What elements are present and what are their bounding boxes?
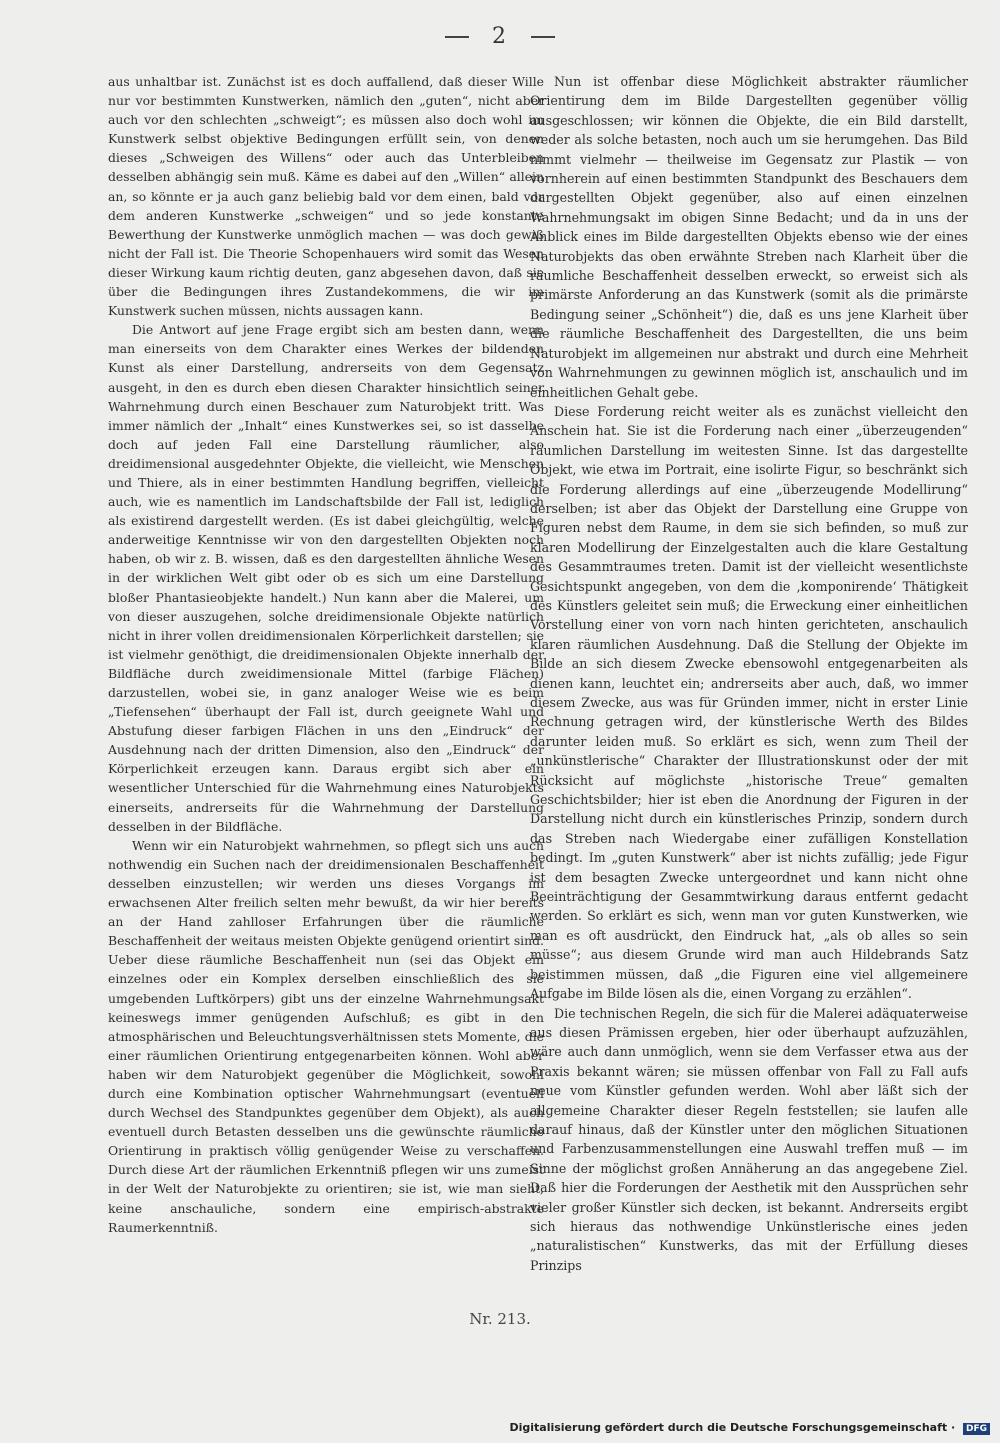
- right-paragraph-2: Diese Forderung reicht weiter als es zunächst vielleicht den Anschein hat. Sie ist die Forderung nach einer „überzeugenden“ räumlichen Darstellung im weitesten Sinne. Ist das dargestellte Objekt, wie etwa im Portrait, eine isolirte Figur, so beschränkt sich die Forderung allerdings auf eine „überzeugende Modellirung“ derselben; ist aber das Objekt der Darstellung eine Gruppe von Figuren nebst dem Raume, in dem sie sich befinden, so muß zur klaren Modellirung der Einzelgestalten auch die klare Gestaltung des Gesammtraumes treten. Damit ist der vielleicht wesentlichste Gesichtspunkt angegeben, von dem die ‚komponirende‘ Thätigkeit des Künstlers geleitet sein muß; die Erweckung einer einheitlichen Vorstellung einer von vorn nach hinten gerichteten, anschaulich klaren räumlichen Ausdehnung. Daß die Stellung der Objekte im Bilde an sich diesem Zwecke ebensowohl entgegenarbeiten als dienen kann, leuchtet ein; andrerseits aber auch, daß, wo immer diesem Zwecke, aus was für Gründen immer, nicht in erster Linie Rechnung getragen wird, der künstlerische Werth des Bildes darunter leiden muß. So erklärt es sich, wenn zum Theil der „unkünstlerische“ Charakter der Illustrationskunst oder der mit Rücksicht auf möglichste „historische Treue“ gemalten Geschichtsbilder; hier ist eben die Anordnung der Figuren in der Darstellung nicht durch ein künstlerisches Prinzip, sondern durch das Streben nach Wiedergabe einer zufälligen Konstellation bedingt. Im „guten Kunstwerk“ aber ist nichts zufällig; jede Figur ist dem besagten Zwecke untergeordnet und kann nicht ohne Beeinträchtigung der Gesammtwirkung daraus entfernt gedacht werden. So erklärt es sich, wenn man vor guten Kunstwerken, wie man es oft ausdrückt, den Eindruck hat, „als ob alles so sein müsse“; aus diesem Grunde wird man auch Hildebrands Satz beistimmen müssen, daß „die Figuren eine viel allgemeinere Aufgabe im Bilde lösen als die, einen Vorgang zu erzählen“.: [530, 403, 968, 1002]
- dfg-logo: DFG: [963, 1423, 990, 1435]
- right-column: [530, 72, 968, 1275]
- credit-text: Digitalisierung gefördert durch die Deutsche Forschungsgemeinschaft ·: [509, 1421, 956, 1434]
- header-dash-left: [445, 36, 469, 38]
- left-paragraph-1: aus unhaltbar ist. Zunächst ist es doch auffallend, daß dieser Wille nur vor bestimmten Kunstwerken, nämlich den „guten“, nicht aber auch vor den schlechten „schweigt“; es müssen also doch wohl im Kunstwerk selbst objektive Bedingungen erfüllt sein, von denen dieses „Schweigen des Willens“ oder auch das Unterbleiben desselben abhängig sein muß. Käme es dabei auf den „Willen“ allein an, so könnte er ja auch ganz beliebig bald vor dem einen, bald vor dem anderen Kunstwerke „schweigen“ und so jede konstante Bewerthung der Kunstwerke unmöglich machen — was doch gewiß nicht der Fall ist. Die Theorie Schopenhauers wird somit das Wesen dieser Wirkung kaum richtig deuten, ganz abgesehen davon, daß sie über die Bedingungen ihres Zustandekommens, die wir im Kunstwerk suchen müssen, nichts aussagen kann.: [108, 74, 544, 319]
- left-column: [108, 72, 544, 1237]
- header-dash-right: [531, 36, 555, 38]
- page-number: 2: [492, 24, 508, 49]
- left-paragraph-2: Die Antwort auf jene Frage ergibt sich am besten dann, wenn man einerseits von dem Charakter eines Werkes der bildenden Kunst als einer Darstellung, andrerseits von dem Gegensatz ausgeht, in den es durch eben diesen Charakter hinsichtlich seiner Wahrnehmung durch einen Beschauer zum Naturobjekt tritt. Was immer nämlich der „Inhalt“ eines Kunstwerkes sei, so ist dasselbe doch auf jeden Fall eine Darstellung räumlicher, also dreidimensional ausgedehnter Objekte, die vielleicht, wie Menschen und Thiere, als in einer bestimmten Handlung begriffen, vielleicht auch, wie es namentlich im Landschaftsbilde der Fall ist, lediglich als existirend dargestellt werden. (Es ist dabei gleichgültig, welche anderweitige Kenntnisse wir von den dargestellten Objekten noch haben, ob wir z. B. wissen, daß es den dargestellten ähnliche Wesen in der wirklichen Welt gibt oder ob es sich um eine Darstellung bloßer Phantasieobjekte handelt.) Nun kann aber die Malerei, um von dieser auszugehen, solche dreidimensionale Objekte natürlich nicht in ihrer vollen dreidimensionalen Körperlichkeit darstellen; sie ist vielmehr genöthigt, die dreidimensionalen Objekte innerhalb der Bildfläche durch zweidimensionale Mittel (farbige Flächen) darzustellen, wobei sie, in ganz analoger Weise wie es beim „Tiefensehen“ überhaupt der Fall ist, durch geeignete Wahl und Abstufung dieser farbigen Flächen in uns den „Eindruck“ der Ausdehnung nach der dritten Dimension, also den „Eindruck“ der Körperlichkeit erzeugen kann. Daraus ergibt sich aber ein wesentlicher Unterschied für die Wahrnehmung eines Naturobjekts einerseits, andrerseits für die Wahrnehmung der Darstellung desselben in der Bildfläche.: [108, 322, 544, 834]
- right-paragraph-3: Die technischen Regeln, die sich für die Malerei adäquaterweise aus diesen Prämissen ergeben, hier oder überhaupt aufzuzählen, wäre auch dann unmöglich, wenn sie dem Verfasser etwa aus der Praxis bekannt wären; sie müssen offenbar von Fall zu Fall aufs neue vom Künstler gefunden werden. Wohl aber läßt sich der allgemeine Charakter dieser Regeln feststellen; sie laufen alle darauf hinaus, daß der Künstler unter den möglichen Situationen und Farbenzusammenstellungen eine Auswahl treffen muß — im Sinne der möglichst großen Annäherung an das angegebene Ziel. Daß hier die Forderungen der Aesthetik mit den Aussprüchen sehr vieler großer Künstler sich decken, ist bekannt. Andrerseits ergibt sich hieraus das nothwendige Unkünstlerische eines jeden „naturalistischen“ Kunstwerks, das mit der Erfüllung dieses Prinzips: [530, 1005, 968, 1273]
- digitization-credit: [509, 1421, 990, 1435]
- left-paragraph-3: Wenn wir ein Naturobjekt wahrnehmen, so pflegt sich uns auch nothwendig ein Suchen nach der dreidimensionalen Beschaffenheit desselben einzustellen; wir werden uns dieses Vorgangs im erwachsenen Alter freilich selten mehr bewußt, da wir hier bereits an der Hand zahlloser Erfahrungen über die räumliche Beschaffenheit der weitaus meisten Objekte genügend orientirt sind. Ueber diese räumliche Beschaffenheit nun (sei das Objekt ein einzelnes oder ein Komplex derselben einschließlich des sie umgebenden Luftkörpers) gibt uns der einzelne Wahrnehmungsakt keineswegs immer genügenden Aufschluß; es gibt in den atmosphärischen und Beleuchtungsverhältnissen stets Momente, die einer räumlichen Orientirung entgegenarbeiten können. Wohl aber haben wir dem Naturobjekt gegenüber die Möglichkeit, sowohl durch eine Kombination optischer Wahrnehmungsart (eventuell durch Wechsel des Standpunktes gegenüber dem Objekt), als auch eventuell durch Betasten desselben uns die gewünschte räumliche Orientirung in praktisch völlig genügender Weise zu verschaffen. Durch diese Art der räumlichen Erkenntniß pflegen wir uns zumeist in der Welt der Naturobjekte zu orientiren; sie ist, wie man sieht, keine anschauliche, sondern eine empirisch-abstrakte Raumerkenntniß.: [108, 837, 544, 1235]
- issue-number: Nr. 213.: [469, 1310, 531, 1328]
- right-paragraph-1: Nun ist offenbar diese Möglichkeit abstrakter räumlicher Orientirung dem im Bilde Dargestellten gegenüber völlig ausgeschlossen; wir können die Objekte, die ein Bild darstellt, weder als solche betasten, noch auch um sie herumgehen. Das Bild nimmt vielmehr — theilweise im Gegensatz zur Plastik — von vornherein auf einen bestimmten Standpunkt des Beschauers dem dargestellten Objekt gegenüber, also auf einen einzelnen Wahrnehmungsakt im obigen Sinne Bedacht; und da in uns der Anblick eines im Bilde dargestellten Objekts ebenso wie der eines Naturobjekts das oben erwähnte Streben nach Klarheit über die räumliche Beschaffenheit desselben erweckt, so erweist sich als primärste Anforderung an das Kunstwerk (somit als die primärste Bedingung seiner „Schönheit“) die, daß es uns jene Klarheit über die räumliche Beschaffenheit des Dargestellten, die uns beim Naturobjekt im allgemeinen nur abstrakt und durch eine Mehrheit von Wahrnehmungen zu gewinnen möglich ist, anschaulich und im einheitlichen Gehalt gebe.: [530, 74, 968, 400]
- page-header: [0, 24, 1000, 49]
